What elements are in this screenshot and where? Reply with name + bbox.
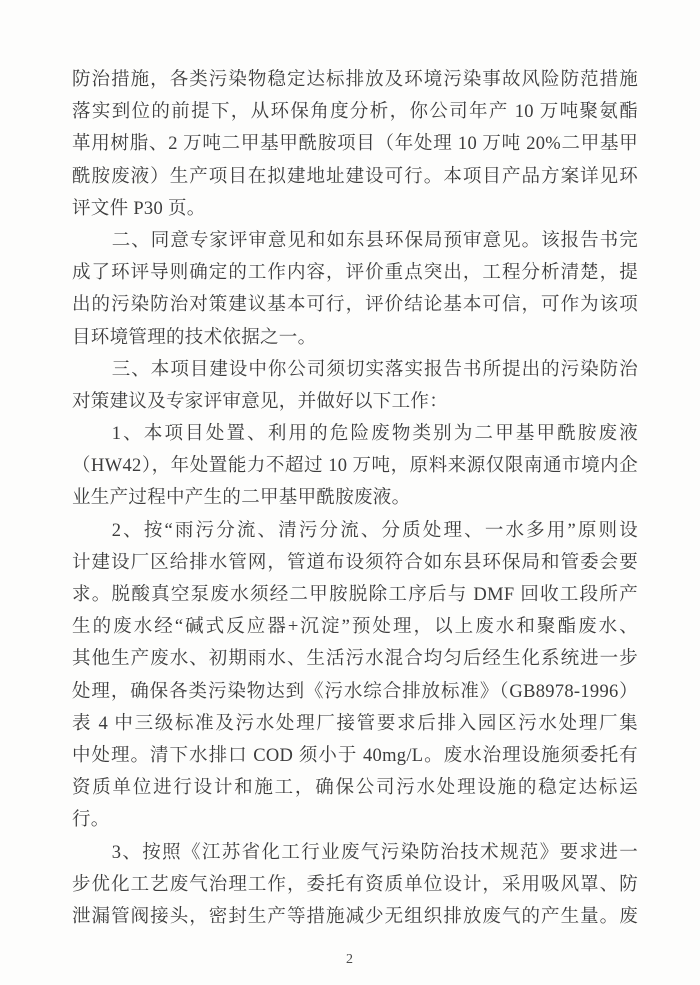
text-line: 3、按照《江苏省化工行业废气污染防治技术规范》要求进一: [111, 842, 638, 863]
text-line: 目环境管理的技术依据之一。: [72, 327, 317, 348]
text-line: 表 4 中三级标准及污水处理厂接管要求后排入园区污水处理厂集: [72, 713, 638, 734]
text-line: 泄漏管阀接头，密封生产等措施减少无组织排放废气的产生量。废: [72, 906, 638, 927]
text-line: 步优化工艺废气治理工作，委托有资质单位设计，采用吸风罩、防: [72, 874, 638, 895]
text-line: 其他生产废水、初期雨水、生活污水混合均匀后经生化系统进一步: [72, 649, 638, 670]
page-text: [72, 64, 638, 933]
text-line: 中处理。清下水排口 COD 须小于 40mg/L。废水治理设施须委托有: [72, 745, 638, 766]
text-line: 三、本项目建设中你公司须切实落实报告书所提出的污染防治: [111, 359, 638, 380]
text-line: 1、本项目处置、利用的危险废物类别为二甲基甲酰胺废液: [111, 424, 638, 445]
text-line: 出的污染防治对策建议基本可行，评价结论基本可信，可作为该项: [72, 295, 638, 316]
text-line: 资质单位进行设计和施工，确保公司污水处理设施的稳定达标运: [72, 778, 638, 799]
text-line: 计建设厂区给排水管网，管道布设须符合如东县环保局和管委会要: [72, 552, 638, 573]
text-line: 酰胺废液）生产项目在拟建地址建设可行。本项目产品方案详见环: [72, 166, 638, 187]
text-line: 防治措施，各类污染物稳定达标排放及环境污染事故风险防范措施: [72, 70, 638, 90]
text-line: 评文件 P30 页。: [72, 198, 206, 219]
text-line: 成了环评导则确定的工作内容，评价重点突出，工程分析清楚，提: [72, 263, 638, 284]
text-line: 对策建议及专家评审意见，并做好以下工作：: [72, 391, 449, 412]
page-number: 2: [346, 952, 354, 967]
text-line: 2、按“雨污分流、清污分流、分质处理、一水多用”原则设: [111, 520, 638, 541]
text-line: 行。: [72, 810, 110, 831]
text-line: 革用树脂、2 万吨二甲基甲酰胺项目（年处理 10 万吨 20%二甲基甲: [72, 134, 638, 155]
text-line: 求。脱酸真空泵废水须经二甲胺脱除工序后与 DMF 回收工段所产: [72, 585, 638, 605]
text-line: 生的废水经“碱式反应器+沉淀”预处理，以上废水和聚酯废水、: [72, 617, 638, 638]
text-line: 落实到位的前提下，从环保角度分析，你公司年产 10 万吨聚氨酯: [72, 102, 638, 123]
text-line: 二、同意专家评审意见和如东县环保局预审意见。该报告书完: [111, 230, 638, 251]
text-line: 业生产过程中产生的二甲基甲酰胺废液。: [72, 488, 411, 509]
text-line: （HW42），年处置能力不超过 10 万吨，原料来源仅限南通市境内企: [72, 456, 638, 477]
text-line: 处理，确保各类污染物达到《污水综合排放标准》（GB8978-1996）: [72, 681, 638, 702]
